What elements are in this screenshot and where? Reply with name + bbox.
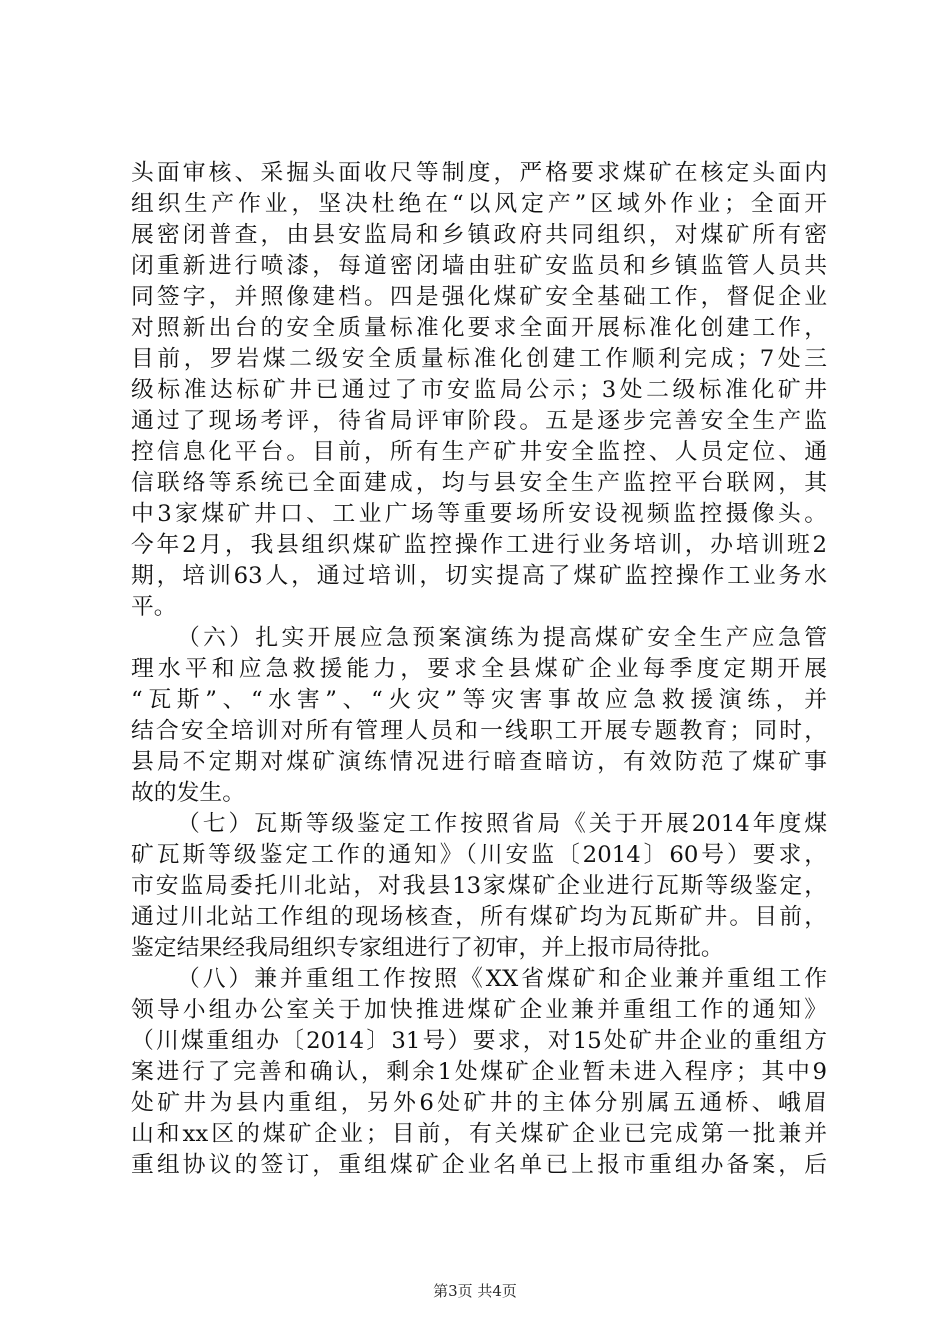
text-line: 对照新出台的安全质量标准化要求全面开展标准化创建工作， <box>131 315 827 341</box>
text-line: 同签字，并照像建档。四是强化煤矿安全基础工作，督促企业 <box>131 284 827 310</box>
text-line: 通过川北站工作组的现场核查，所有煤矿均为瓦斯矿井。目前， <box>131 904 827 930</box>
text-line: 市安监局委托川北站，对我县13家煤矿企业进行瓦斯等级鉴定， <box>131 873 827 899</box>
text-line: 案进行了完善和确认，剩余1处煤矿企业暂未进入程序；其中9 <box>131 1059 827 1085</box>
paragraph-first-line: （六）扎实开展应急预案演练为提高煤矿安全生产应急管 <box>177 625 827 651</box>
text-line: 目前，罗岩煤二级安全质量标准化创建工作顺利完成；7处三 <box>131 346 827 372</box>
text-line: 矿瓦斯等级鉴定工作的通知》（川安监〔2014〕60号）要求， <box>131 842 827 868</box>
text-line: 平。 <box>131 594 177 620</box>
text-line: 山和xx区的煤矿企业；目前，有关煤矿企业已完成第一批兼并 <box>131 1121 827 1147</box>
text-line: 组织生产作业，坚决杜绝在“以风定产”区域外作业；全面开 <box>131 191 827 217</box>
text-line: 今年2月，我县组织煤矿监控操作工进行业务培训，办培训班2 <box>131 532 827 558</box>
text-line: 鉴定结果经我局组织专家组进行了初审，并上报市局待批。 <box>131 935 724 961</box>
paragraph-first-line: （七）瓦斯等级鉴定工作按照省局《关于开展2014年度煤 <box>177 811 827 837</box>
text-line: 头面审核、采掘头面收尺等制度，严格要求煤矿在核定头面内 <box>131 160 827 186</box>
body-text <box>131 158 827 1181</box>
text-line: 展密闭普查，由县安监局和乡镇政府共同组织，对煤矿所有密 <box>131 222 827 248</box>
text-line: 级标准达标矿井已通过了市安监局公示；3处二级标准化矿井 <box>131 377 827 403</box>
text-line: 信联络等系统已全面建成，均与县安全生产监控平台联网，其 <box>131 470 827 496</box>
text-line: 期，培训63人，通过培训，切实提高了煤矿监控操作工业务水 <box>131 563 827 589</box>
text-line: “瓦斯”、“水害”、“火灾”等灾害事故应急救援演练，并 <box>131 687 827 713</box>
text-line: 故的发生。 <box>131 780 245 806</box>
text-line: 重组协议的签订，重组煤矿企业名单已上报市重组办备案，后 <box>131 1152 827 1178</box>
page-footer: 第3页 共4页 <box>433 1282 517 1300</box>
text-line: 理水平和应急救援能力，要求全县煤矿企业每季度定期开展 <box>131 656 827 682</box>
text-line: 县局不定期对煤矿演练情况进行暗查暗访，有效防范了煤矿事 <box>131 749 827 775</box>
text-line: 领导小组办公室关于加快推进煤矿企业兼并重组工作的通知》 <box>131 997 827 1023</box>
text-line: （川煤重组办〔2014〕31号）要求，对15处矿井企业的重组方 <box>131 1028 827 1054</box>
text-line: 结合安全培训对所有管理人员和一线职工开展专题教育；同时， <box>131 718 827 744</box>
text-line: 处矿井为县内重组，另外6处矿井的主体分别属五通桥、峨眉 <box>131 1090 827 1116</box>
text-line: 中3家煤矿井口、工业广场等重要场所安设视频监控摄像头。 <box>131 501 827 527</box>
paragraph-first-line: （八）兼并重组工作按照《XX省煤矿和企业兼并重组工作 <box>177 966 827 992</box>
text-line: 闭重新进行喷漆，每道密闭墙由驻矿安监员和乡镇监管人员共 <box>131 253 827 279</box>
text-line: 通过了现场考评，待省局评审阶段。五是逐步完善安全生产监 <box>131 408 827 434</box>
text-line: 控信息化平台。目前，所有生产矿井安全监控、人员定位、通 <box>131 439 827 465</box>
